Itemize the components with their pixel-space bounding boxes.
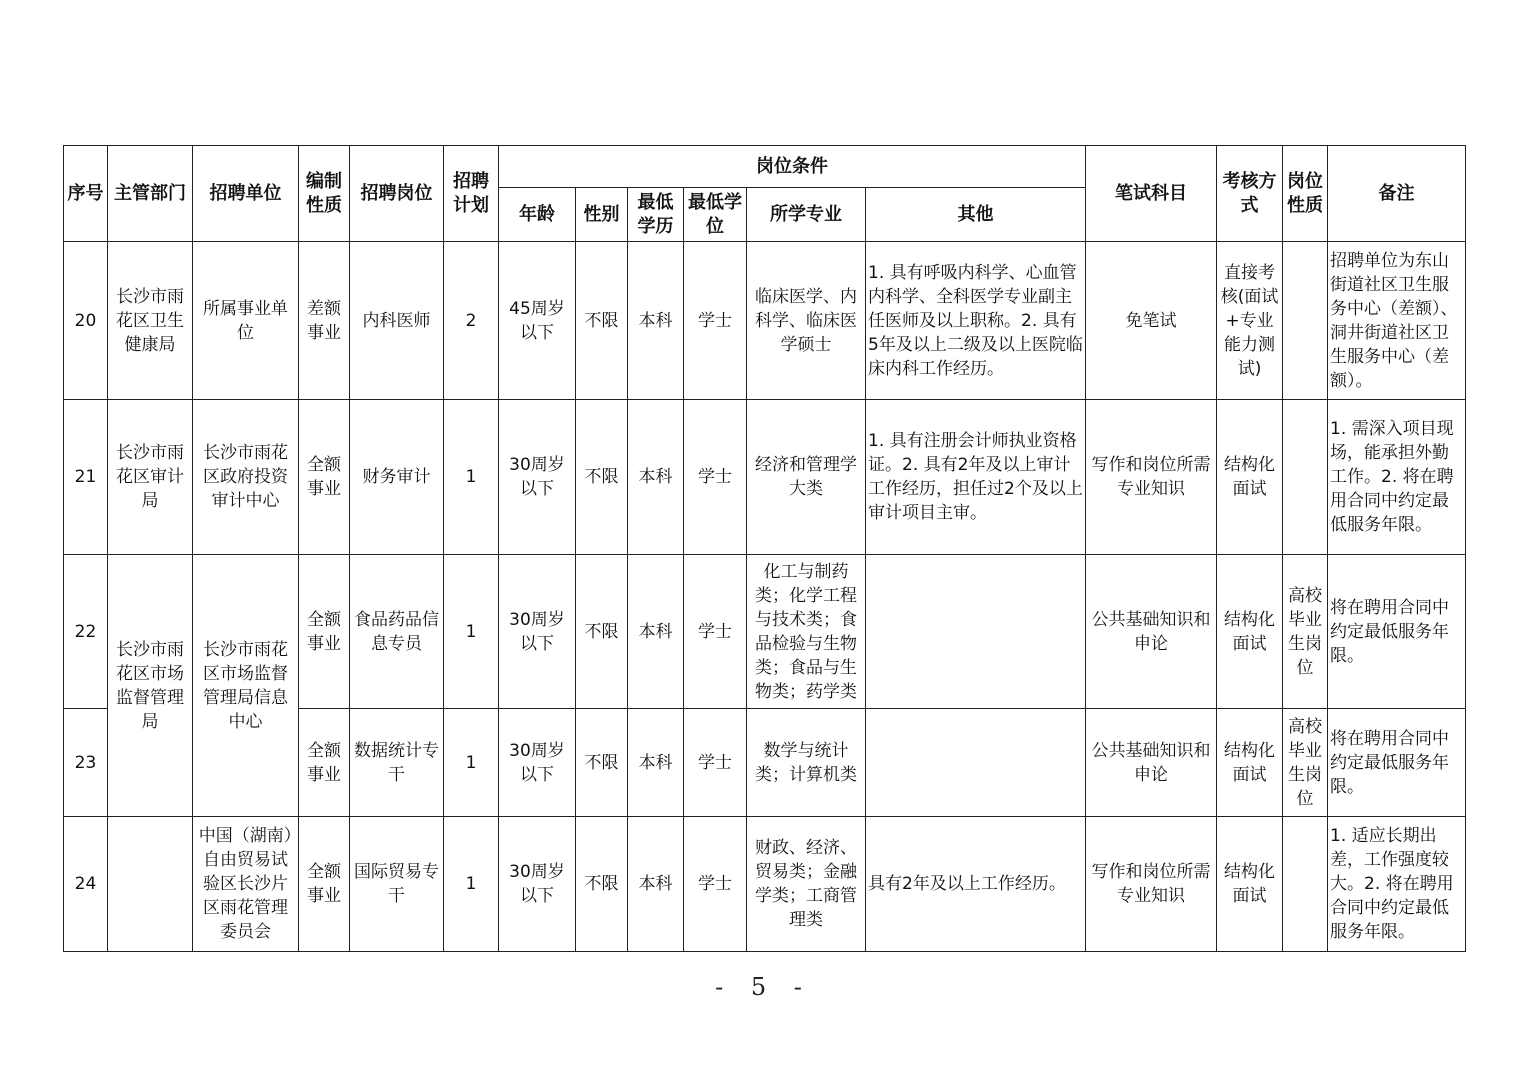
cell-remark: 1. 需深入项目现场，能承担外勤工作。2. 将在聘用合同中约定最低服务年限。 [1328,400,1466,555]
table-row [64,817,1466,952]
cell-staff-type: 全额事业 [299,817,350,952]
cell-other [866,555,1086,709]
cell-staff-type: 全额事业 [299,555,350,709]
table-row [64,242,1466,400]
cell-seq: 20 [64,242,108,400]
cell-remark: 招聘单位为东山街道社区卫生服务中心（差额）、洞井街道社区卫生服务中心（差额）。 [1328,242,1466,400]
cell-assess: 直接考核(面试+专业能力测试) [1217,242,1283,400]
cell-other: 1. 具有注册会计师执业资格证。2. 具有2年及以上审计工作经历，担任过2个及以上审计项目主审。 [866,400,1086,555]
cell-nature: 高校毕业生岗位 [1283,555,1328,709]
cell-plan: 1 [444,817,499,952]
table-row [64,555,1466,709]
cell-assess: 结构化面试 [1217,709,1283,817]
cell-edu: 本科 [628,817,684,952]
cell-exam: 公共基础知识和申论 [1086,709,1217,817]
cell-dept: 长沙市雨花区卫生健康局 [108,242,193,400]
cell-dept: 长沙市雨花区审计局 [108,400,193,555]
cell-staff-type: 全额事业 [299,400,350,555]
cell-dept: 长沙市雨花区市场监督管理局 [108,555,193,817]
cell-degree: 学士 [684,555,747,709]
cell-unit: 长沙市雨花区市场监督管理局信息中心 [193,555,299,817]
cell-nature: 高校毕业生岗位 [1283,709,1328,817]
cell-remark: 1. 适应长期出差，工作强度较大。2. 将在聘用合同中约定最低服务年限。 [1328,817,1466,952]
header-edu: 最低学历 [628,188,684,242]
page-number: - 5 - [715,973,812,1001]
cell-major: 数学与统计类；计算机类 [747,709,866,817]
cell-unit: 中国（湖南）自由贸易试验区长沙片区雨花管理委员会 [193,817,299,952]
cell-dept [108,817,193,952]
cell-plan: 1 [444,555,499,709]
header-major: 所学专业 [747,188,866,242]
cell-remark: 将在聘用合同中约定最低服务年限。 [1328,555,1466,709]
cell-gender: 不限 [576,242,628,400]
cell-exam: 写作和岗位所需专业知识 [1086,400,1217,555]
cell-assess: 结构化面试 [1217,400,1283,555]
cell-degree: 学士 [684,242,747,400]
cell-other: 具有2年及以上工作经历。 [866,817,1086,952]
cell-edu: 本科 [628,400,684,555]
cell-gender: 不限 [576,400,628,555]
cell-position: 食品药品信息专员 [350,555,444,709]
header-conditions: 岗位条件 [499,146,1086,188]
cell-exam: 写作和岗位所需专业知识 [1086,817,1217,952]
cell-unit: 所属事业单位 [193,242,299,400]
table-row [64,400,1466,555]
cell-plan: 2 [444,242,499,400]
cell-plan: 1 [444,400,499,555]
cell-staff-type: 全额事业 [299,709,350,817]
cell-other [866,709,1086,817]
cell-unit: 长沙市雨花区政府投资审计中心 [193,400,299,555]
cell-age: 30周岁以下 [499,709,576,817]
cell-age: 30周岁以下 [499,555,576,709]
header-unit: 招聘单位 [193,146,299,242]
cell-position: 数据统计专干 [350,709,444,817]
cell-major: 化工与制药类；化学工程与技术类；食品检验与生物类；食品与生物类；药学类 [747,555,866,709]
cell-nature [1283,400,1328,555]
cell-major: 财政、经济、贸易类；金融学类；工商管理类 [747,817,866,952]
header-assess: 考核方式 [1217,146,1283,242]
header-gender: 性别 [576,188,628,242]
cell-seq: 21 [64,400,108,555]
recruitment-table [63,145,1466,952]
header-plan: 招聘计划 [444,146,499,242]
cell-gender: 不限 [576,709,628,817]
cell-gender: 不限 [576,555,628,709]
header-dept: 主管部门 [108,146,193,242]
cell-seq: 24 [64,817,108,952]
cell-nature [1283,817,1328,952]
cell-edu: 本科 [628,555,684,709]
header-age: 年龄 [499,188,576,242]
cell-edu: 本科 [628,242,684,400]
header-degree: 最低学位 [684,188,747,242]
header-remark: 备注 [1328,146,1466,242]
cell-position: 财务审计 [350,400,444,555]
cell-position: 内科医师 [350,242,444,400]
cell-edu: 本科 [628,709,684,817]
header-exam: 笔试科目 [1086,146,1217,242]
cell-staff-type: 差额事业 [299,242,350,400]
cell-nature [1283,242,1328,400]
cell-plan: 1 [444,709,499,817]
header-position: 招聘岗位 [350,146,444,242]
cell-major: 经济和管理学大类 [747,400,866,555]
cell-degree: 学士 [684,709,747,817]
cell-degree: 学士 [684,817,747,952]
cell-assess: 结构化面试 [1217,555,1283,709]
cell-assess: 结构化面试 [1217,817,1283,952]
cell-gender: 不限 [576,817,628,952]
cell-major: 临床医学、内科学、临床医学硕士 [747,242,866,400]
cell-remark: 将在聘用合同中约定最低服务年限。 [1328,709,1466,817]
cell-age: 45周岁以下 [499,242,576,400]
cell-degree: 学士 [684,400,747,555]
header-other: 其他 [866,188,1086,242]
header-staff-type: 编制性质 [299,146,350,242]
cell-position: 国际贸易专干 [350,817,444,952]
header-seq: 序号 [64,146,108,242]
cell-other: 1. 具有呼吸内科学、心血管内科学、全科医学专业副主任医师及以上职称。2. 具有5年及以上二级及以上医院临床内科工作经历。 [866,242,1086,400]
cell-seq: 22 [64,555,108,709]
cell-seq: 23 [64,709,108,817]
cell-exam: 公共基础知识和申论 [1086,555,1217,709]
cell-age: 30周岁以下 [499,400,576,555]
header-nature: 岗位性质 [1283,146,1328,242]
cell-exam: 免笔试 [1086,242,1217,400]
cell-age: 30周岁以下 [499,817,576,952]
